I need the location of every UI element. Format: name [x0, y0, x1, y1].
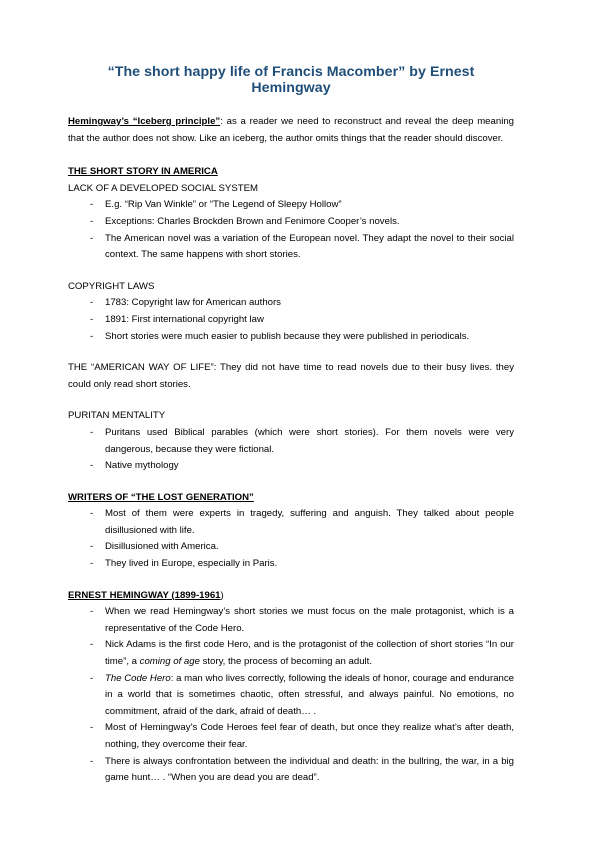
document-title: “The short happy life of Francis Macomber” by Ernest Hemingway	[107, 64, 475, 96]
list-puritan	[68, 425, 514, 475]
bullet-dash: -	[90, 722, 94, 734]
list-item: - Puritans used Biblical parables (which were short stories). For them novels were very dangerous, because they were fictional.	[90, 426, 514, 455]
american-way-paragraph: THE “AMERICAN WAY OF LIFE”: They did not have time to read novels due to their busy lives. they could only read short stories.	[68, 362, 514, 390]
list-item: - Disillusioned with America.	[68, 539, 514, 556]
list-item: - Exceptions: Charles Brockden Brown and Fenimore Cooper’s novels.	[68, 214, 514, 231]
list-item: - Native mythology	[68, 458, 514, 475]
list-item: - The American novel was a variation of the European novel. They adapt the novel to their social context. The same happens with short stories.	[90, 232, 514, 261]
iceberg-principle-term: Hemingway’s “Iceberg principle”	[68, 116, 221, 127]
intro-paragraph	[68, 114, 514, 147]
list-item: - Short stories were much easier to publish because they were published in periodicals.	[68, 329, 514, 346]
list-item: - The Code Hero: a man who lives correctly, following the ideals of honor, courage and endurance in a world that is sometimes chaotic, often stressful, and always painful. No emotions, no commitment, afraid of the dark, afraid of death… .	[90, 672, 515, 717]
section-heading-short-story: THE SHORT STORY IN AMERICA	[68, 166, 218, 178]
list-item: - 1783: Copyright law for American authors	[68, 295, 514, 312]
bullet-dash: -	[90, 330, 94, 342]
list-item: - Most of Hemingway’s Code Heroes feel fear of death, but once they realize what’s after death, nothing, they overcome their fear.	[90, 722, 514, 750]
bullet-dash: -	[90, 558, 94, 570]
list-item: - When we read Hemingway’s short stories we must focus on the male protagonist, which is a representative of the Code Hero.	[90, 606, 514, 634]
subheading-copyright: COPYRIGHT LAWS	[68, 280, 155, 292]
list-item: - Most of them were experts in tragedy, suffering and anguish. They talked about people disillusioned with life.	[90, 508, 514, 536]
bullet-dash: -	[90, 460, 94, 472]
subheading-social-system: LACK OF A DEVELOPED SOCIAL SYSTEM	[68, 182, 258, 194]
bullet-dash: -	[90, 606, 94, 618]
bullet-dash: -	[90, 639, 94, 651]
bullet-dash: -	[90, 541, 94, 553]
list-hemingway	[68, 604, 514, 787]
list-item: - 1891: First international copyright law	[68, 312, 514, 329]
bullet-dash: -	[90, 508, 94, 520]
bullet-dash: -	[90, 672, 94, 684]
list-lost-generation	[68, 506, 514, 572]
bullet-dash: -	[90, 215, 94, 227]
list-social-system	[68, 197, 514, 263]
bullet-dash: -	[90, 297, 94, 309]
list-item: - There is always confrontation between the individual and death: in the bullring, the war, in a big game hunt… . “When you are dead you are dead”.	[90, 755, 514, 784]
bullet-dash: -	[90, 199, 94, 211]
bullet-dash: -	[90, 426, 94, 438]
list-item: - E.g. “Rip Van Winkle” or “The Legend of Sleepy Hollow”	[68, 197, 514, 214]
section-heading-lost-generation: WRITERS OF “THE LOST GENERATION”	[68, 491, 254, 503]
bullet-dash: -	[90, 232, 94, 244]
list-copyright	[68, 295, 514, 345]
list-item: - Nick Adams is the first code Hero, and is the protagonist of the collection of short stories “In our time”, a coming of age story, the process of becoming an adult.	[90, 639, 514, 668]
bullet-dash: -	[90, 755, 94, 767]
section-heading-hemingway: ERNEST HEMINGWAY (1899-1961)	[68, 589, 224, 601]
intro-text: : as a reader we need to reconstruct and reveal the deep meaning that the author does not show. Like an iceberg, the author omits things that the reader should discover.	[68, 116, 514, 144]
list-item: - They lived in Europe, especially in Paris.	[68, 556, 514, 573]
bullet-dash: -	[90, 313, 94, 325]
subheading-puritan: PURITAN MENTALITY	[68, 410, 166, 422]
